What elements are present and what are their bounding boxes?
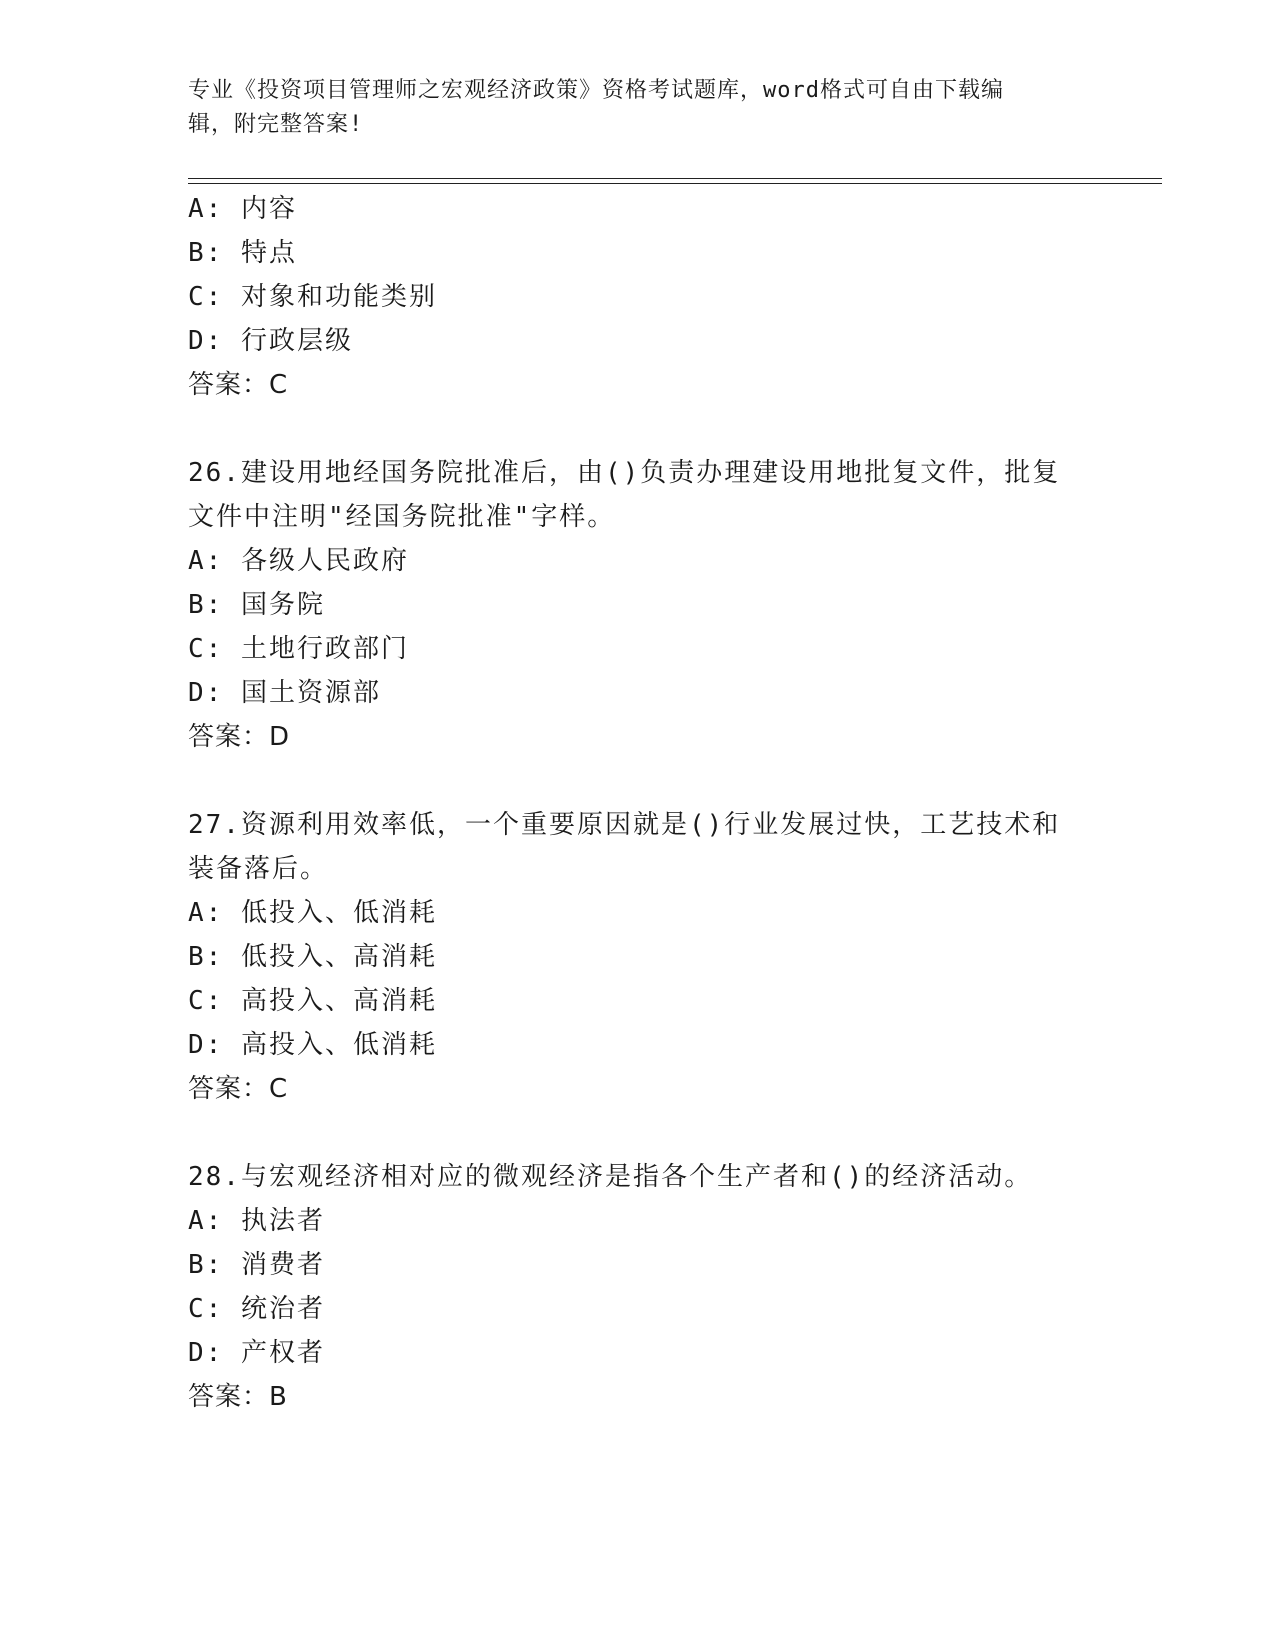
- q26-option-c: C: 土地行政部门: [188, 634, 409, 664]
- q26-option-a: A: 各级人民政府: [188, 546, 409, 576]
- q27-stem-line-1: 27.资源利用效率低，一个重要原因就是()行业发展过快，工艺技术和: [188, 810, 1061, 840]
- q25-option-c: C: 对象和功能类别: [188, 282, 437, 312]
- q28-answer: 答案：B: [188, 1382, 288, 1412]
- q27-option-c: C: 高投入、高消耗: [188, 986, 437, 1016]
- q27-option-a: A: 低投入、低消耗: [188, 898, 437, 928]
- document-header: [188, 74, 1088, 142]
- q25-option-b: B: 特点: [188, 238, 297, 268]
- q27-option-d: D: 高投入、低消耗: [188, 1030, 437, 1060]
- q25-option-a: A: 内容: [188, 194, 297, 224]
- q27-answer: 答案：C: [188, 1074, 289, 1104]
- q26-answer: 答案：D: [188, 722, 291, 752]
- q26-stem-line-1: 26.建设用地经国务院批准后，由()负责办理建设用地批复文件，批复: [188, 458, 1061, 488]
- q26-option-d: D: 国土资源部: [188, 678, 381, 708]
- header-rule-top: [188, 178, 1162, 179]
- q25-option-d: D: 行政层级: [188, 326, 353, 356]
- q27-option-b: B: 低投入、高消耗: [188, 942, 437, 972]
- q28-option-d: D: 产权者: [188, 1338, 325, 1368]
- q25-answer: 答案：C: [188, 370, 289, 400]
- header-rule-bottom: [188, 183, 1162, 184]
- q28-stem-line-1: 28.与宏观经济相对应的微观经济是指各个生产者和()的经济活动。: [188, 1162, 1033, 1192]
- q28-option-c: C: 统治者: [188, 1294, 325, 1324]
- q26-option-b: B: 国务院: [188, 590, 325, 620]
- q26-stem-line-2: 文件中注明"经国务院批准"字样。: [188, 502, 616, 532]
- q28-option-a: A: 执法者: [188, 1206, 325, 1236]
- q28-option-b: B: 消费者: [188, 1250, 325, 1280]
- q27-stem-line-2: 装备落后。: [188, 854, 329, 884]
- header-line-1: 专业《投资项目管理师之宏观经济政策》资格考试题库，word格式可自由下载编: [188, 78, 1004, 103]
- header-line-2: 辑，附完整答案!: [188, 112, 364, 137]
